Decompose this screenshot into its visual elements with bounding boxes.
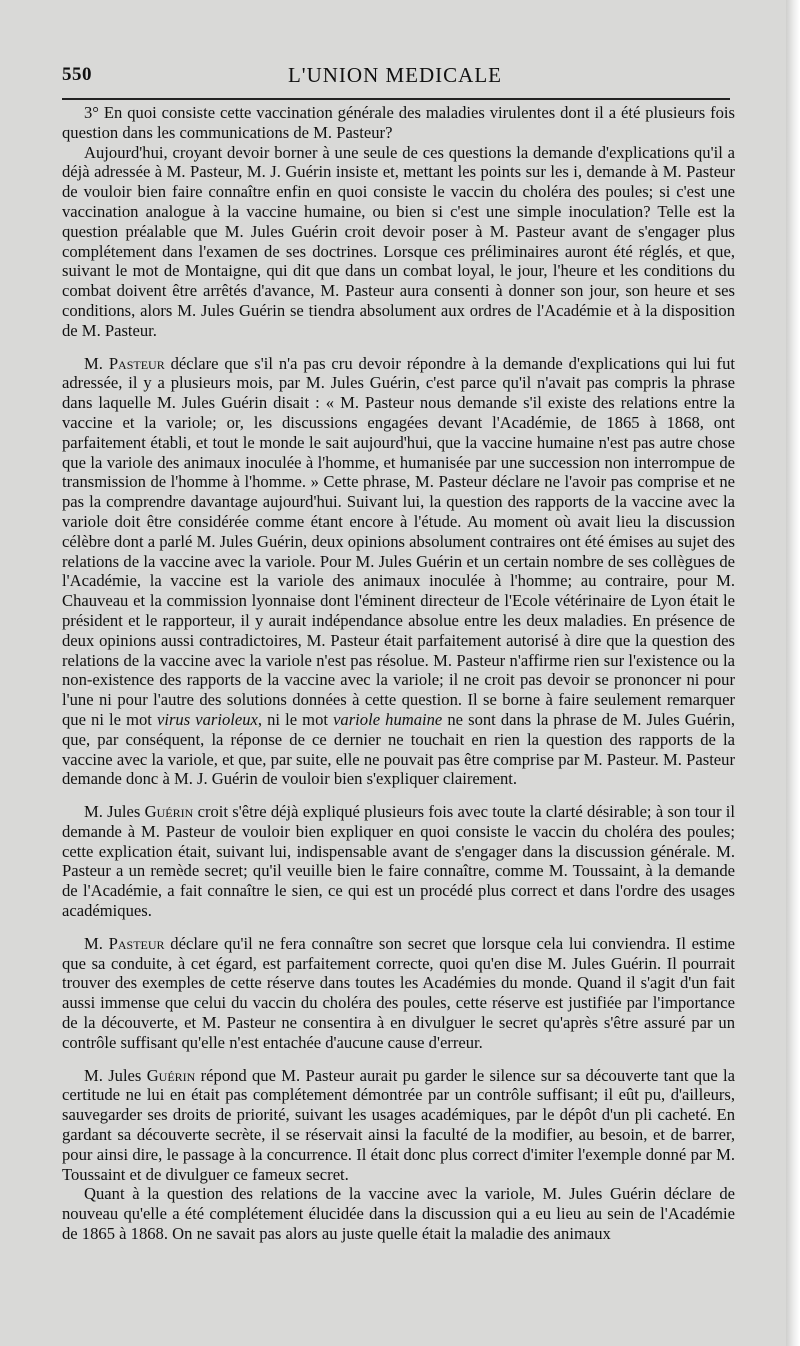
- page-edge: [786, 0, 800, 1346]
- paragraph: [62, 934, 735, 1053]
- text-run: 3° En quoi consiste cette vaccination générale des maladies virulentes dont il a été plusieurs fois question dans les communications de M. Pasteur?: [62, 103, 735, 142]
- speaker-name: Guérin: [144, 802, 194, 822]
- text-run: déclare que s'il n'a pas cru devoir répondre à la demande d'explications qui lui fut adressée, il y a plusieurs mois, par M. Jules Guérin, c'est parce qu'il n'avait pas compris la phrase dans laquelle M. Jules Guérin disait : « M. Pasteur nous demande s'il existe des relations entre la vaccine et la variole; or, les discussions engagées devant l'Académie, de 1865 à 1868, ont parfaitement établi, et tout le monde le sait aujourd'hui, que la vaccine humaine n'est pas autre chose que la variole des animaux inoculée à l'homme, et humanisée par une succession non interrompue de transmission de l'homme à l'homme. » Cette phrase, M. Pasteur déclare ne l'avoir pas comprise et ne pas la comprendre davantage aujourd'hui. Suivant lui, la question des rapports de la vaccine avec la variole doit être considérée comme étant encore à l'étude. Au moment où avait lieu la discussion célèbre dont a parlé M. Jules Guérin, deux opinions absolument contraires ont été émises au sujet des relations de la vaccine avec la variole. Pour M. Jules Guérin et un certain nombre de ses collègues de l'Académie, la vaccine est la variole des animaux inoculée à l'homme; au contraire, pour M. Chauveau et la commission lyonnaise dont l'éminent directeur de l'Ecole vétérinaire de Lyon était le président et le rapporteur, il y aurait indépendance absolue entre les deux maladies. En présence de deux opinions aussi contradictoires, M. Pasteur était parfaitement autorisé à dire que la question des relations de la vaccine avec la variole n'est pas résolue. M. Pasteur n'affirme rien sur l'existence ou la non-existence des rapports de la vaccine avec la variole; il ne croit pas devoir se prononcer ni pour l'une ni pour l'autre des solutions données à cette question. Il se borne à faire seulement remarquer que ni le mot: [62, 353, 735, 729]
- text-run: ne sont dans la phrase de M. Jules Guérin, que, par conséquent, la réponse de ce dernier ne touchait en rien la question des rapports de la vaccine avec la variole, et que, par suite, elle ne pouvait pas être comprise par M. Pasteur. M. Pasteur demande donc à M. J. Guérin de vouloir bien s'expliquer clairement.: [62, 709, 735, 789]
- text-run: , ni le mot: [257, 709, 334, 729]
- speaker-name: Pasteur: [108, 353, 165, 373]
- text-run: M. Jules: [84, 802, 145, 822]
- paragraph: [62, 143, 735, 341]
- paragraph: [62, 1184, 735, 1243]
- paragraph: [62, 802, 735, 921]
- running-header: [60, 62, 730, 88]
- text-run: Quant à la question des relations de la vaccine avec la variole, M. Jules Guérin déclare de nouveau qu'elle a été complétement élucidée dans la discussion qui a eu lieu au sein de l'Académie de 1865 à 1868. On ne savait pas alors au juste quelle était la maladie des animaux: [62, 1184, 735, 1244]
- text-run: déclare qu'il ne fera connaître son secret que lorsque cela lui conviendra. Il estime que sa conduite, à cet égard, est parfaitement correcte, quoi qu'en dise M. Jules Guérin. Il pourrait trouver des exemples de cette réserve dans toutes les Académies du monde. Quand il s'agit d'un fait aussi immense que celui du vaccin du choléra des poules, cette réserve est justifiée par l'importance de la découverte, et M. Pasteur ne consentira à en divulguer le secret qu'après s'être assuré par un contrôle suffisant qu'elle n'est entachée d'aucune cause d'erreur.: [62, 933, 735, 1052]
- text-run: M.: [84, 933, 109, 953]
- text-run: répond que M. Pasteur aurait pu garder le silence sur sa découverte tant que la certitude ne lui en était pas complétement démontrée par un contrôle suffisant; il eût pu, d'ailleurs, sauvegarder ses droits de priorité, suivant les usages académiques, par le dépôt d'un pli cacheté. En gardant sa découverte secrète, il se réservait ainsi la faculté de la modifier, au besoin, et de barrer, pour ainsi dire, le passage à la concurrence. Il était donc plus correct d'imiter l'exemple donné par M. Toussaint et de divulguer ce fameux secret.: [62, 1065, 736, 1184]
- speaker-name: Guérin: [146, 1065, 196, 1085]
- italic-term: variole humaine: [333, 709, 443, 729]
- header-rule: [62, 98, 730, 100]
- article-body: [62, 103, 735, 1244]
- text-run: croit s'être déjà expliqué plusieurs fois avec toute la clarté désirable; à son tour il demande à M. Pasteur de vouloir bien expliquer en quoi consiste le vaccin du choléra des poules; cette explication était, suivant lui, indispensable avant de s'engager dans la discussion générale. M. Pasteur a un remède secret; qu'il veuille bien le faire connaître, comme M. Toussaint, à la demande de l'Académie, a fait connaître le sien, ce qui est un procédé plus correct et dans l'ordre des usages académiques.: [62, 802, 736, 921]
- paragraph: [62, 354, 735, 790]
- page-number: 550: [62, 64, 92, 85]
- speaker-name: Pasteur: [108, 933, 165, 953]
- journal-title: L'UNION MEDICALE: [287, 63, 502, 87]
- italic-term: virus varioleux: [156, 709, 258, 729]
- paragraph: [62, 1066, 735, 1185]
- text-run: M.: [84, 353, 109, 373]
- text-run: Aujourd'hui, croyant devoir borner à une seule de ces questions la demande d'explications qu'il a déjà adressée à M. Pasteur, M. J. Guérin insiste et, mettant les points sur les i, demande à M. Pasteur de vouloir bien faire connaître enfin en quoi consiste le vaccin du choléra des poules; si c'est une vaccination analogue à la vaccine humaine, ou bien si c'est une simple inoculation? Telle est la question préalable que M. Jules Guérin croit devoir poser à M. Pasteur avant de s'engager plus complétement dans l'examen de ses doctrines. Lorsque ces préliminaires auront été réglés, et que, suivant le mot de Montaigne, qui dit que dans un combat loyal, le jour, l'heure et les conditions du combat doivent être arrêtés d'avance, M. Pasteur aura consenti à donner son jour, son heure et ses conditions, alors M. Jules Guérin se tiendra absolument aux ordres de l'Académie et à la disposition de M. Pasteur.: [62, 142, 735, 340]
- text-run: M. Jules: [84, 1065, 147, 1085]
- paragraph: [62, 103, 735, 143]
